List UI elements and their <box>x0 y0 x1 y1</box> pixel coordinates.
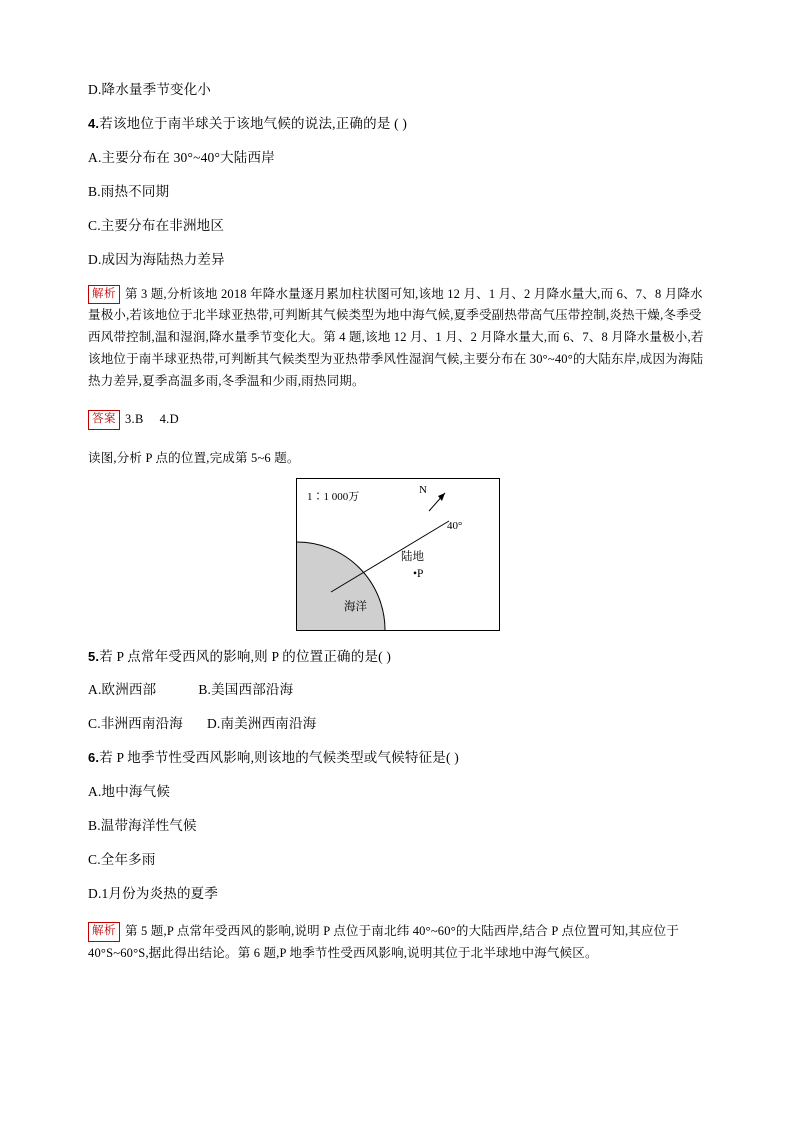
p-point-location-figure <box>296 478 500 631</box>
explanation-tag-1: 解析 <box>88 285 120 305</box>
question-4-text: 若该地位于南半球关于该地气候的说法,正确的是 ( ) <box>99 115 408 131</box>
q5-option-b: B.美国西部沿海 <box>198 682 294 698</box>
page-content <box>88 80 708 975</box>
q4-option-d: D.成因为海陆热力差异 <box>88 251 225 267</box>
question-4-stem <box>88 114 708 135</box>
figure-latitude-label: 40° <box>447 519 463 532</box>
figure-point-p-label: •P <box>413 567 424 580</box>
question-6-stem <box>88 748 708 769</box>
figure-ocean-label: 海洋 <box>344 600 367 613</box>
answer-tag-1: 答案 <box>88 410 120 430</box>
question-6-number: 6. <box>88 750 100 766</box>
q5-option-a: A.欧洲西部 <box>88 682 157 698</box>
q4-option-b: B.雨热不同期 <box>88 183 170 199</box>
figure-land-label: 陆地 <box>401 550 424 563</box>
answer-item-3: 3.B <box>125 411 144 426</box>
q6-option-b: B.温带海洋性气候 <box>88 818 197 834</box>
q6-option-d: D.1月份为炎热的夏季 <box>88 886 219 901</box>
explanation-block-2 <box>88 921 708 965</box>
q6-option-c: C.全年多雨 <box>88 852 156 868</box>
q6-option-a: A.地中海气候 <box>88 784 171 800</box>
q4-option-c: C.主要分布在非洲地区 <box>88 217 225 233</box>
q5-options-row-1 <box>88 680 708 701</box>
question-4-number: 4. <box>88 115 100 131</box>
explanation-text-2: 第 5 题,P 点常年受西风的影响,说明 P 点位于南北纬 40°~60°的大陆西岸,结合 P 点位置可知,其应位于 40°S~60°S,据此得出结论。第 6 题,P 地季节性受西风影响,说明其位于北半球地中海气候区。 <box>88 923 680 960</box>
figure-wrapper <box>88 478 708 631</box>
question-5-stem <box>88 647 708 668</box>
figure-scale-label: 1∶1 000万 <box>307 490 360 503</box>
explanation-text-1: 第 3 题,分析该地 2018 年降水量逐月累加柱状图可知,该地 12 月、1 月、2 月降水量大,而 6、7、8 月降水量极小,若该地位于北半球亚热带,可判断其气候类型为地中海气候,夏季受副热带高气压带控制,炎热干燥,冬季受西风带控制,温和湿润,降水量季节变化大。第 4 题,该地 12 月、1 月、2 月降水量大,而 6、7、8 月降水量极小,若该地位于南半球亚热带,可判断其气候类型为亚热带季风性湿润气候,主要分布在 30°~40°的大陆东岸,成因为海陆热力差异,夏季高温多雨,冬季温和少雨,雨热同期。 <box>88 286 704 389</box>
q5-option-c: C.非洲西南沿海 <box>88 716 183 732</box>
q3-option-d: D.降水量季节变化小 <box>88 82 212 97</box>
answer-item-4: 4.D <box>159 411 179 426</box>
q4-option-a: A.主要分布在 30°~40°大陆西岸 <box>88 149 275 165</box>
question-6-text: 若 P 地季节性受西风影响,则该地的气候类型或气候特征是( ) <box>99 750 459 766</box>
question-5-number: 5. <box>88 648 100 664</box>
question-5-text: 若 P 点常年受西风的影响,则 P 的位置正确的是( ) <box>99 648 392 664</box>
explanation-block-1 <box>88 284 708 393</box>
question-group-intro: 读图,分析 P 点的位置,完成第 5~6 题。 <box>88 450 300 465</box>
q5-options-row-2 <box>88 714 708 735</box>
figure-north-label: N <box>419 483 427 496</box>
q5-option-d: D.南美洲西南沿海 <box>206 716 317 732</box>
explanation-tag-2: 解析 <box>88 922 120 942</box>
answer-block-1 <box>88 409 708 430</box>
